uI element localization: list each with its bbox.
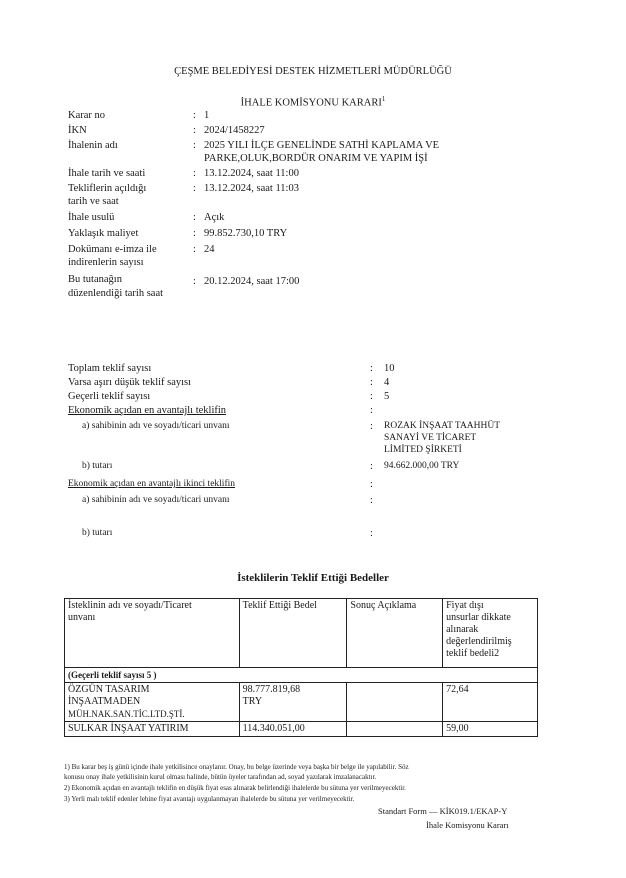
bidder-name-line: ÖZGÜN TASARIM [68, 684, 150, 695]
document-title-text: İHALE KOMİSYONU KARARI [240, 97, 382, 109]
header-evaluated-line: teklif bedeli2 [446, 648, 500, 659]
ikinci-tutar-label: b) tutarı [82, 528, 113, 538]
teklif-acildigi-value: 13.12.2024, saat 11:03 [204, 183, 299, 194]
document-title [0, 95, 626, 109]
bid-amount: 114.340.051,00 [239, 722, 347, 737]
bid-result [347, 683, 443, 722]
dokuman-label-2: indirenlerin sayısı [68, 257, 144, 268]
group-label: (Geçerli teklif sayısı 5 ) [65, 668, 538, 683]
bid-evaluated: 59,00 [443, 722, 538, 737]
ikn-value: 2024/1458227 [204, 125, 265, 136]
colon: : [370, 363, 373, 374]
gecerli-teklif-value: 5 [384, 391, 390, 402]
ihale-tarih-label: İhale tarih ve saati [68, 168, 146, 179]
header-bidder-line: İsteklinin adı ve soyadı/Ticaret [68, 600, 192, 611]
ihale-adi-value-2: PARKE,OLUK,BORDÜR ONARIM VE YAPIM İŞİ [204, 153, 428, 164]
colon: : [370, 377, 373, 388]
ihale-adi-label: İhalenin adı [68, 140, 118, 151]
colon: : [193, 168, 196, 179]
avantajli-sahibi-value-2: SANAYİ VE TİCARET [384, 433, 477, 443]
karar-no-label: Karar no [68, 110, 106, 121]
colon: : [370, 461, 373, 472]
colon: : [370, 495, 373, 506]
colon: : [370, 405, 373, 416]
bid-evaluated: 72,64 [443, 683, 538, 722]
footnote-2: 2) Ekonomik açıdan en avantajlı teklifin en düşük fiyat esas alınarak belirlendiği ihalelerde bu sütuna yer verilmeyecektir. [64, 784, 406, 792]
avantajli-tutar-value: 94.662.000,00 TRY [384, 461, 460, 471]
avantajli-teklif-heading: Ekonomik açıdan en avantajlı teklifin [68, 405, 227, 416]
header-bid: Teklif Ettiği Bedel [239, 599, 347, 668]
bid-amount [239, 683, 347, 722]
yaklasik-maliyet-label: Yaklaşık maliyet [68, 228, 139, 239]
header-evaluated-line: değerlendirilmiş [446, 636, 512, 647]
dokuman-value: 24 [204, 244, 215, 255]
ihale-usulu-value: Açık [204, 212, 225, 223]
bid-result [347, 722, 443, 737]
colon: : [193, 183, 196, 194]
avantajli-sahibi-value-1: ROZAK İNŞAAT TAAHHÜT [384, 421, 501, 431]
colon: : [193, 110, 196, 121]
toplam-teklif-value: 10 [384, 363, 395, 374]
avantajli-tutar-label: b) tutarı [82, 461, 113, 471]
bidder-name [65, 683, 240, 722]
header-result: Sonuç Açıklama [347, 599, 443, 668]
asiri-dusuk-label: Varsa aşırı düşük teklif sayısı [68, 377, 192, 388]
teklif-acildigi-label-2: tarih ve saat [68, 196, 119, 207]
title-footnote-mark: 1 [381, 95, 386, 103]
colon: : [193, 228, 196, 239]
colon: : [370, 421, 373, 432]
ikn-label: İKN [68, 125, 87, 136]
tutanak-value: 20.12.2024, saat 17:00 [204, 276, 300, 287]
form-name: İhale Komisyonu Kararı [426, 820, 509, 830]
colon: : [193, 244, 196, 255]
avantajli-sahibi-label: a) sahibinin adı ve soyadı/ticari unvanı [82, 421, 230, 431]
header-evaluated-line: alınarak [446, 624, 479, 635]
ihale-tarih-value: 13.12.2024, saat 11:00 [204, 168, 299, 179]
header-bidder [65, 599, 240, 668]
table-header-row [65, 599, 538, 668]
table-row [65, 722, 538, 737]
bid-amount-line: 98.777.819,68 [242, 684, 301, 695]
ikinci-teklif-heading: Ekonomik açıdan en avantajlı ikinci teklifin [68, 479, 235, 489]
asiri-dusuk-value: 4 [384, 377, 390, 388]
form-code: Standart Form — KİK019.1/EKAP-Y [378, 806, 508, 816]
header-evaluated [443, 599, 538, 668]
karar-no-value: 1 [204, 110, 210, 121]
ihale-adi-value-1: 2025 YILI İLÇE GENELİNDE SATHİ KAPLAMA VE [204, 140, 440, 151]
teklif-acildigi-label-1: Tekliflerin açıldığı [68, 183, 147, 194]
header-evaluated-line: unsurlar dikkate [446, 612, 511, 623]
tutanak-label-2: düzenlendiği tarih saat [68, 288, 164, 299]
toplam-teklif-label: Toplam teklif sayısı [68, 363, 152, 374]
gecerli-teklif-label: Geçerli teklif sayısı [68, 391, 151, 402]
colon: : [193, 140, 196, 151]
ikinci-sahibi-label: a) sahibinin adı ve soyadı/ticari unvanı [82, 495, 230, 505]
bidder-name-line: İNŞAATMADEN [68, 696, 141, 707]
bids-title: İsteklilerin Teklif Ettiği Bedeller [237, 572, 389, 584]
bid-amount-line: TRY [242, 696, 263, 707]
colon: : [193, 125, 196, 136]
colon: : [370, 528, 373, 539]
group-row [65, 668, 538, 683]
bids-table [64, 598, 538, 737]
footnote-1-continued: konusu onay ihale yetkilisinin kurul olması halinde, bütün üyeler tarafından ad, soyad yazılarak imzalanacaktır. [64, 773, 377, 781]
colon: : [370, 479, 373, 490]
table-row [65, 683, 538, 722]
colon: : [370, 391, 373, 402]
dokuman-label-1: Dokümanı e-imza ile [68, 244, 157, 255]
avantajli-sahibi-value-3: LİMİTED ŞİRKETİ [384, 445, 462, 455]
colon: : [193, 276, 196, 287]
yaklasik-maliyet-value: 99.852.730,10 TRY [204, 228, 288, 239]
header-bidder-line: unvanı [68, 612, 96, 623]
footnote-3: 3) Yerli malı teklif edenler lehine fiyat avantajı uygulanmayan ihalelerde bu sütuna yer verilmeyecektir. [64, 795, 355, 803]
colon: : [193, 212, 196, 223]
bidder-name-line: MÜH.NAK.SAN.TİC.LTD.ŞTİ. [68, 709, 185, 719]
organization-title: ÇEŞME BELEDİYESİ DESTEK HİZMETLERİ MÜDÜRLÜĞÜ [174, 66, 452, 77]
footnote-1: 1) Bu karar beş iş günü içinde ihale yetkilisince onaylanır. Onay, bu belge üzerinde veya başka bir belge ile yapılabilir. Söz [64, 763, 409, 771]
bidder-name: SULKAR İNŞAAT YATIRIM [65, 722, 240, 737]
ihale-usulu-label: İhale usulü [68, 212, 115, 223]
header-evaluated-line: Fiyat dışı [446, 600, 484, 611]
tutanak-label-1: Bu tutanağın [68, 274, 122, 285]
